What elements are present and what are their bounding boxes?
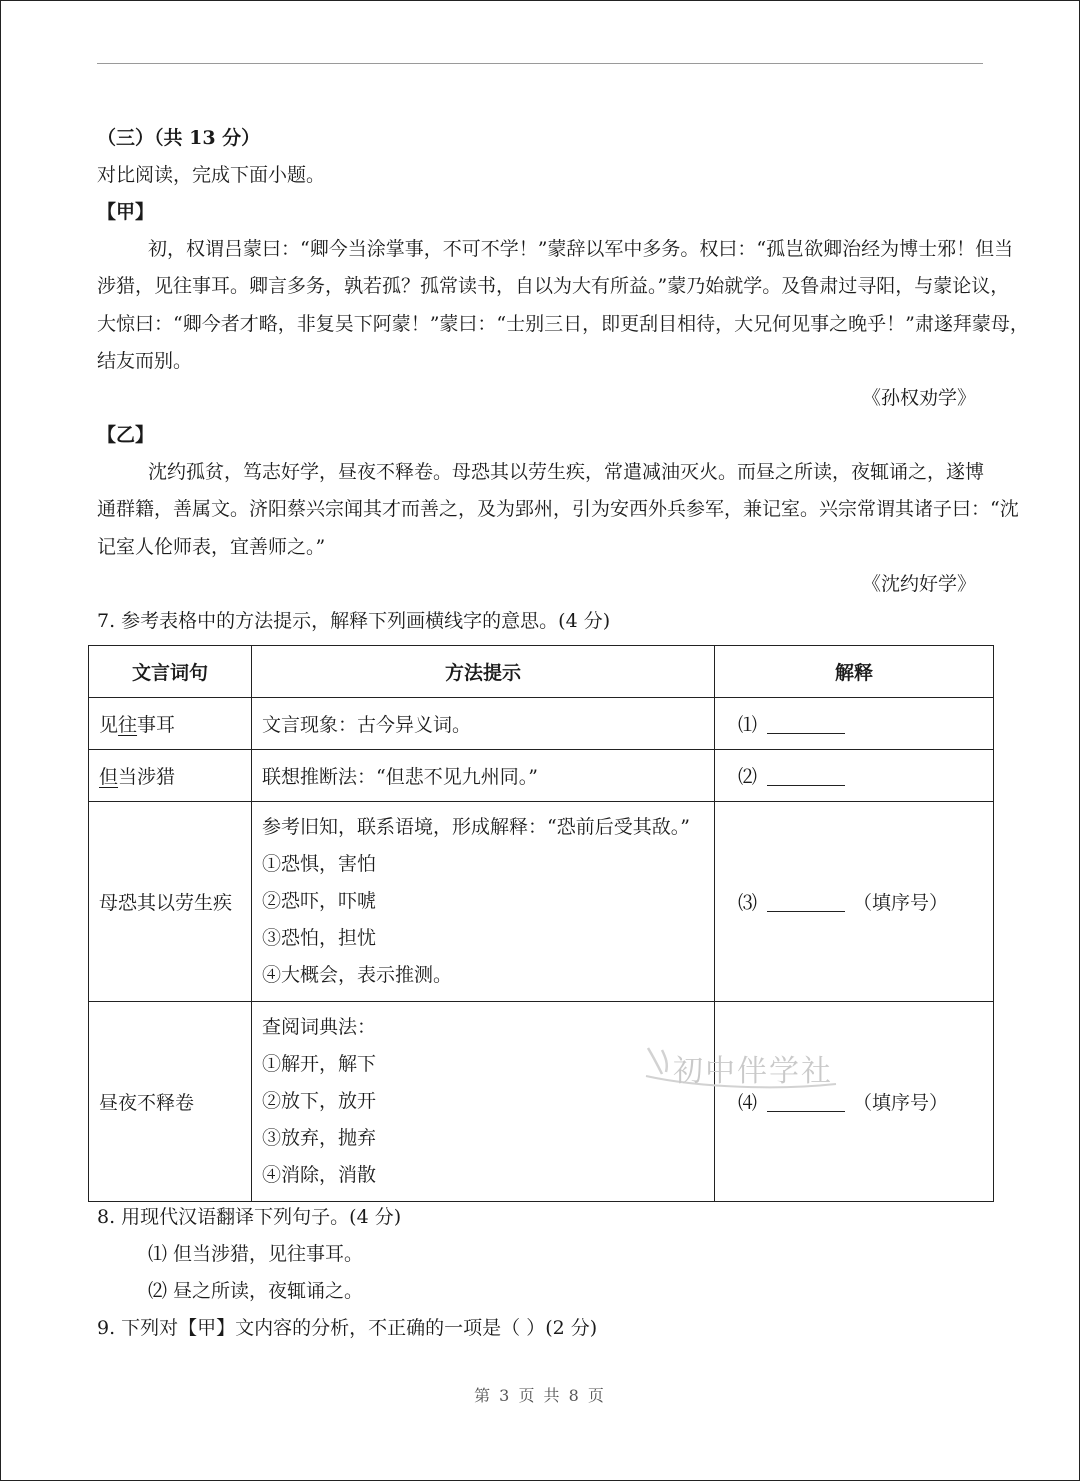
passage-jia-source: 《孙权劝学》 bbox=[861, 387, 976, 409]
answer-cell: ⑶ （填序号） bbox=[715, 802, 994, 1002]
passage-yi-line: 通群籍，善属文。济阳蔡兴宗闻其才而善之，及为郢州，引为安西外兵参军，兼记室。兴宗常谓其诸子曰：“沈 bbox=[97, 498, 1019, 520]
q8-prompt: 8. 用现代汉语翻译下列句子。(4 分) bbox=[97, 1206, 402, 1228]
term-cell: 昼夜不释卷 bbox=[89, 1002, 252, 1202]
table-row bbox=[89, 802, 994, 1002]
q8-item: ⑴ 但当涉猎，见往事耳。 bbox=[148, 1243, 364, 1265]
answer-blank[interactable] bbox=[767, 767, 845, 786]
table-header-row bbox=[89, 646, 994, 698]
plain-char: 释 bbox=[156, 1092, 176, 1114]
q7-table bbox=[88, 645, 994, 1202]
passage-yi-label: 【乙】 bbox=[97, 424, 155, 446]
passage-jia-line: 结友而别。 bbox=[97, 350, 193, 372]
passage-yi-source: 《沈约好学》 bbox=[861, 573, 976, 595]
method-cell: 文言现象：古今异义词。 bbox=[252, 698, 715, 750]
passage-yi-line: 记室人伦师表，宜善师之。” bbox=[97, 536, 326, 558]
watermark-text: 初中伴学社 bbox=[673, 1054, 833, 1089]
q7-prompt: 7. 参考表格中的方法提示，解释下列画横线字的意思。(4 分) bbox=[97, 610, 611, 632]
method-cell: 参考旧知，联系语境，形成解释：“恐前后受其敌。” ①恐惧，害怕 ②恐吓，吓唬 ③恐怕，担忧 ④大概会，表示推测。 bbox=[252, 802, 715, 1002]
method-cell: 查阅词典法： ①解开，解下 ②放下，放开 ③放弃，抛弃 ④消除，消散 bbox=[252, 1002, 715, 1202]
header-answer: 解释 bbox=[715, 646, 994, 698]
table-row bbox=[89, 750, 994, 802]
instruction: 对比阅读，完成下面小题。 bbox=[97, 164, 326, 186]
answer-cell: ⑴ bbox=[715, 698, 994, 750]
answer-cell: ⑷ （填序号） bbox=[715, 1002, 994, 1202]
table-row bbox=[89, 1002, 994, 1202]
answer-blank[interactable] bbox=[767, 893, 845, 912]
term-cell: 但当涉猎 bbox=[89, 750, 252, 802]
header-term: 文言词句 bbox=[89, 646, 252, 698]
plain-char: 恐 bbox=[118, 892, 138, 914]
method-cell: 联想推断法：“但悲不见九州同。” bbox=[252, 750, 715, 802]
section-header: （三）（共 13 分） bbox=[97, 127, 261, 149]
page-footer: 第 3 页 共 8 页 bbox=[474, 1386, 606, 1405]
underlined-char: 但 bbox=[99, 766, 119, 788]
passage-jia-label: 【甲】 bbox=[97, 201, 155, 223]
q9-prompt: 9. 下列对【甲】文内容的分析，不正确的一项是（ ）(2 分) bbox=[97, 1317, 598, 1339]
table-row bbox=[89, 698, 994, 750]
term-cell: 母恐其以劳生疾 bbox=[89, 802, 252, 1002]
term-cell: 见往事耳 bbox=[89, 698, 252, 750]
underlined-char: 往 bbox=[118, 714, 138, 736]
header-method: 方法提示 bbox=[252, 646, 715, 698]
passage-jia-line: 大惊曰：“卿今者才略，非复吴下阿蒙！”蒙曰：“士别三日，即更刮目相待，大兄何见事之晚乎！”肃遂拜蒙母， bbox=[97, 313, 1029, 335]
answer-blank[interactable] bbox=[767, 715, 845, 734]
answer-cell: ⑵ bbox=[715, 750, 994, 802]
passage-jia-line: 涉猎，见往事耳。卿言多务，孰若孤？孤常读书，自以为大有所益。”蒙乃始就学。及鲁肃过寻阳，与蒙论议， bbox=[97, 275, 1010, 297]
passage-yi-line: 沈约孤贫，笃志好学，昼夜不释卷。母恐其以劳生疾，常遣减油灭火。而昼之所读，夜辄诵之，遂博 bbox=[148, 461, 985, 483]
header-rule bbox=[97, 63, 983, 64]
q8-item: ⑵ 昼之所读，夜辄诵之。 bbox=[148, 1280, 364, 1302]
passage-jia-line: 初，权谓吕蒙曰：“卿今当涂掌事，不可不学！”蒙辞以军中多务。权曰：“孤岂欲卿治经为博士邪！但当 bbox=[148, 238, 1014, 260]
